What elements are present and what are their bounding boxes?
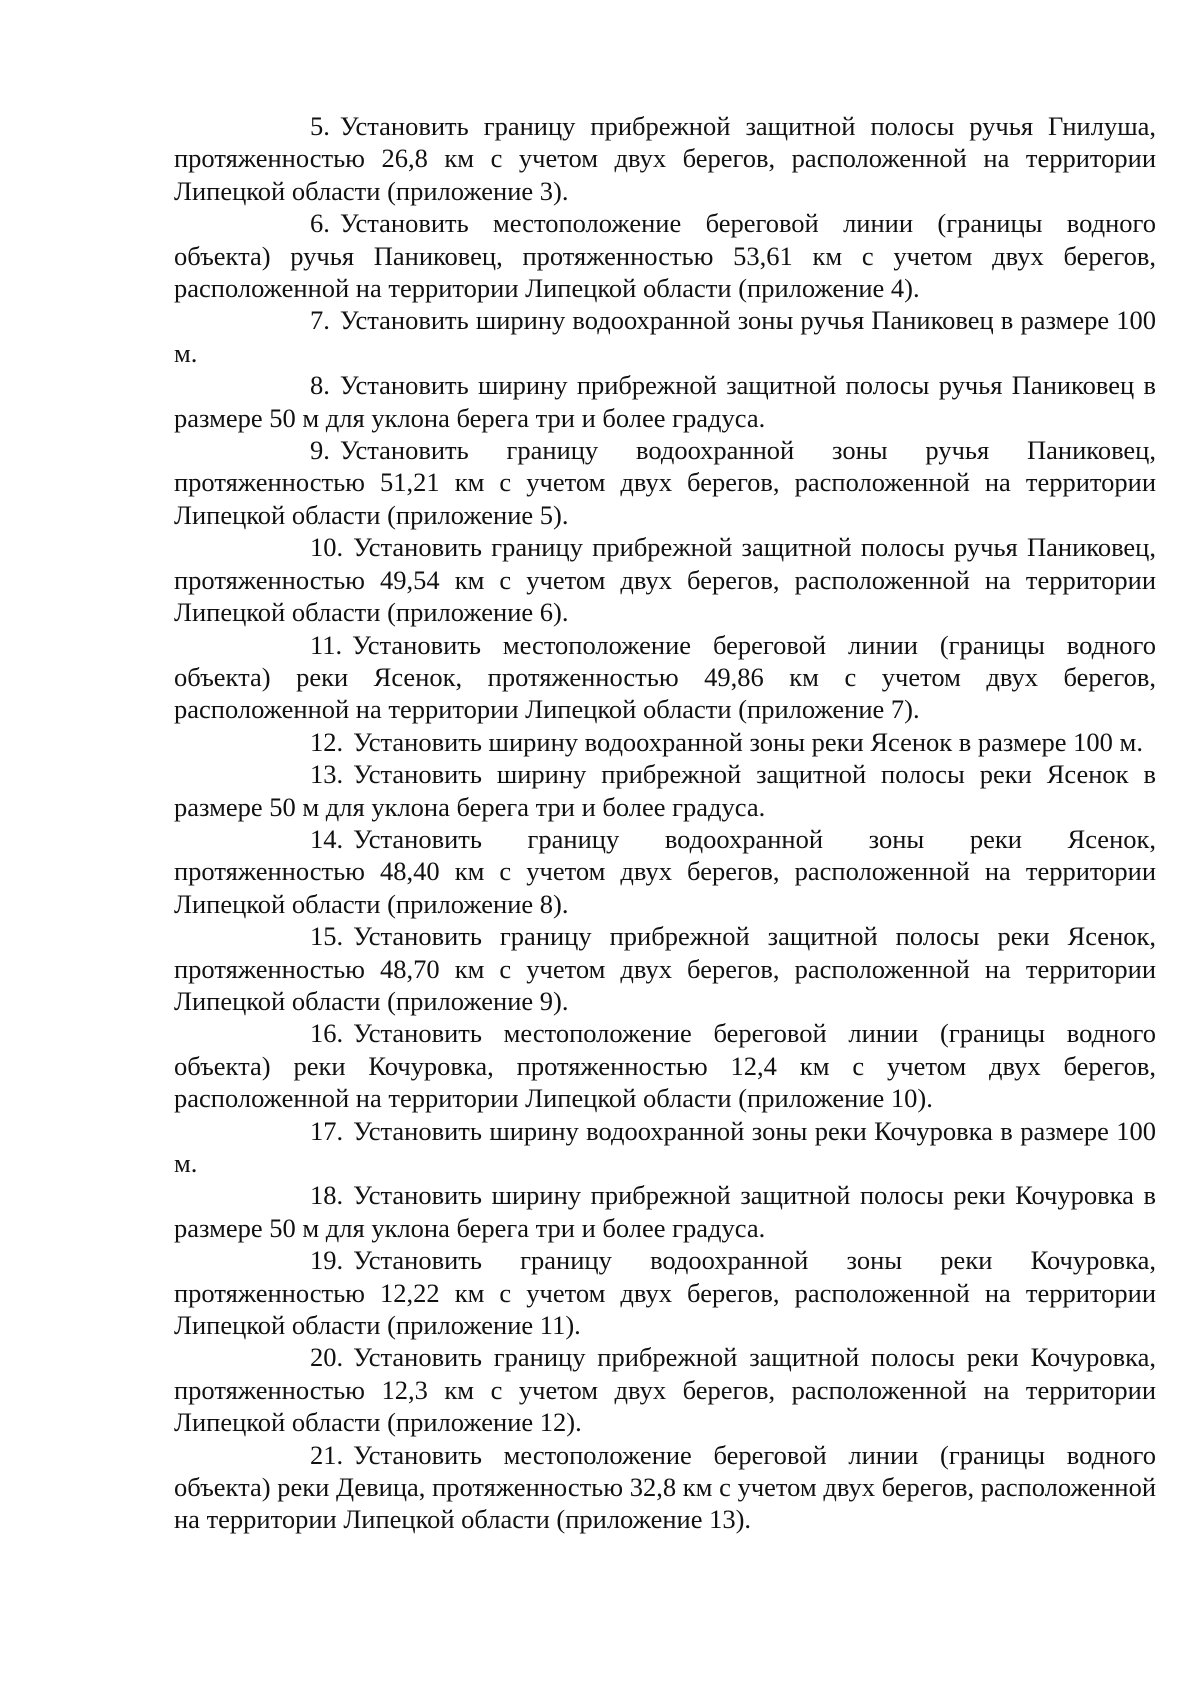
paragraph-16 [174,1017,1156,1114]
paragraph-text: Установить границу прибрежной защитной полосы реки Кочуровка, протяженностью 12,3 км с учетом двух берегов, расположенной на территории Липецкой области (приложение 12). [174,1342,1156,1438]
paragraph-number: 21. [310,1439,344,1470]
paragraph-number: 12. [310,726,344,757]
paragraph-text: Установить ширину водоохранной зоны реки Ясенок в размере 100 м. [353,726,1143,757]
paragraph-text: Установить местоположение береговой линии (границы водного объекта) реки Кочуровка, протяженностью 12,4 км с учетом двух берегов, расположенной на территории Липецкой области (приложение 10). [174,1018,1156,1114]
paragraph-number: 9. [310,435,330,466]
paragraph-number: 13. [310,759,344,790]
paragraph-12 [174,726,1156,758]
paragraph-number: 16. [310,1018,344,1049]
paragraph-11 [174,629,1156,726]
paragraph-8 [174,369,1156,434]
paragraph-text: Установить границу прибрежной защитной полосы ручья Паниковец, протяженностью 49,54 км с учетом двух берегов, расположенной на территории Липецкой области (приложение 6). [174,532,1156,628]
paragraph-text: Установить ширину прибрежной защитной полосы реки Кочуровка в размере 50 м для уклона берега три и более градуса. [174,1180,1156,1243]
paragraph-9 [174,434,1156,531]
paragraph-5 [174,110,1156,207]
paragraph-18 [174,1179,1156,1244]
paragraph-text: Установить границу прибрежной защитной полосы ручья Гнилуша, протяженностью 26,8 км с учетом двух берегов, расположенной на территории Липецкой области (приложение 3). [174,111,1156,206]
paragraph-number: 14. [310,823,344,854]
paragraph-number: 11. [310,629,343,660]
paragraph-21 [174,1439,1156,1536]
paragraph-number: 5. [310,111,330,141]
paragraph-text: Установить границу водоохранной зоны реки Кочуровка, протяженностью 12,22 км с учетом двух берегов, расположенной на территории Липецкой области (приложение 11). [174,1245,1156,1341]
paragraph-number: 19. [310,1245,344,1276]
paragraph-number: 7. [310,305,330,336]
paragraph-text: Установить ширину прибрежной защитной полосы реки Ясенок в размере 50 м для уклона берега три и более градуса. [174,759,1156,822]
paragraph-14 [174,823,1156,920]
paragraph-text: Установить ширину прибрежной защитной полосы ручья Паниковец в размере 50 м для уклона берега три и более градуса. [174,370,1156,433]
paragraph-number: 17. [310,1115,344,1146]
paragraph-number: 10. [310,532,344,563]
paragraph-19 [174,1244,1156,1341]
paragraph-15 [174,920,1156,1017]
paragraph-text: Установить местоположение береговой линии (границы водного объекта) реки Девица, протяженностью 32,8 км с учетом двух берегов, расположенной на территории Липецкой области (приложение 13). [174,1439,1156,1535]
paragraph-17 [174,1115,1156,1180]
paragraph-number: 6. [310,208,330,239]
paragraph-text: Установить ширину водоохранной зоны ручья Паниковец в размере 100 м. [174,305,1156,368]
paragraph-6 [174,207,1156,304]
paragraph-text: Установить границу водоохранной зоны ручья Паниковец, протяженностью 51,21 км с учетом двух берегов, расположенной на территории Липецкой области (приложение 5). [174,435,1156,530]
paragraph-number: 15. [310,921,344,952]
paragraph-text: Установить местоположение береговой линии (границы водного объекта) реки Ясенок, протяженностью 49,86 км с учетом двух берегов, расположенной на территории Липецкой области (приложение 7). [174,629,1156,725]
paragraph-13 [174,758,1156,823]
paragraph-text: Установить ширину водоохранной зоны реки Кочуровка в размере 100 м. [174,1115,1156,1178]
paragraph-number: 18. [310,1180,344,1211]
paragraph-number: 8. [310,370,330,401]
document-page [174,110,1156,1536]
paragraph-7 [174,304,1156,369]
paragraph-20 [174,1341,1156,1438]
paragraph-number: 20. [310,1342,344,1373]
paragraph-text: Установить границу прибрежной защитной полосы реки Ясенок, протяженностью 48,70 км с учетом двух берегов, расположенной на территории Липецкой области (приложение 9). [174,921,1156,1016]
paragraph-10 [174,531,1156,628]
paragraph-text: Установить границу водоохранной зоны реки Ясенок, протяженностью 48,40 км с учетом двух берегов, расположенной на территории Липецкой области (приложение 8). [174,823,1156,919]
paragraph-text: Установить местоположение береговой линии (границы водного объекта) ручья Паниковец, протяженностью 53,61 км с учетом двух берегов, расположенной на территории Липецкой области (приложение 4). [174,208,1156,304]
